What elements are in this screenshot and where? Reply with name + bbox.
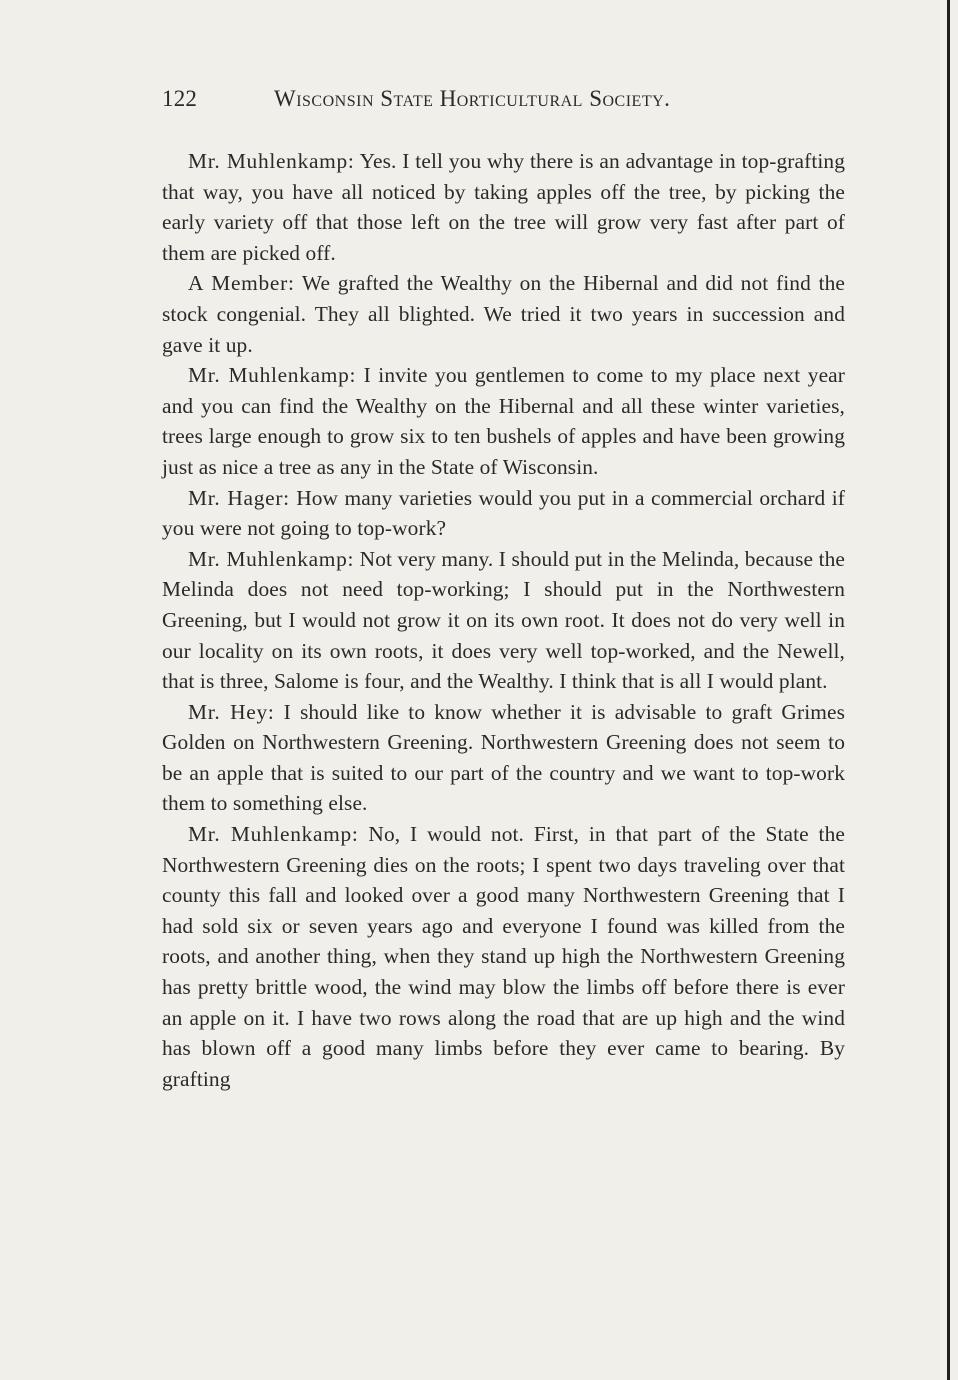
speaker-name: Mr. Muhlenkamp: (188, 363, 357, 388)
paragraph-6 (162, 697, 845, 819)
paragraph-text: No, I would not. First, in that part of the State the Northwestern Greening dies on the roots; I spent two days traveling over that county this fall and looked over a good many Northwestern Greening that I had sold six or seven years ago and everyone I found was killed from the roots, and another thing, when they stand up high the Northwestern Greening has pretty brittle wood, the wind may blow the limbs off before there is ever an apple on it. I have two rows along the road that are up high and the wind has blown off a good many limbs before they ever came to bearing. By grafting (162, 822, 845, 1091)
paragraph-7 (162, 819, 845, 1094)
speaker-name: Mr. Muhlenkamp: (188, 822, 359, 847)
speaker-name: A Member: (188, 271, 295, 296)
speaker-name: Mr. Muhlenkamp: (188, 546, 355, 571)
page-number: 122 (162, 86, 198, 111)
paragraph-text: Yes. I tell you why there is an advantage in top-grafting that way, you have all noticed by taking apples off the tree, by picking the early variety off that those left on the tree will grow very fast after part of them are picked off. (162, 149, 846, 265)
paragraph-text: I invite you gentlemen to come to my place next year and you can find the Wealthy on the Hibernal and all these winter varieties, trees large enough to grow six to ten bushels of apples and have been growing just as nice a tree as any in the State of Wisconsin. (162, 363, 845, 479)
paragraph-text: Not very many. I should put in the Melinda, because the Melinda does not need top-working; I should put in the Northwestern Greening, but I would not grow it on its own root. It does not do very well in our locality on its own roots, it does very well top-worked, and the Newell, that is three, Salome is four, and the Wealthy. I think that is all I would plant. (162, 546, 846, 694)
page-edge-shadow (947, 0, 950, 1380)
paragraph-2 (162, 268, 845, 360)
paragraph-text: How many varieties would you put in a commercial orchard if you were not going to top-work? (162, 485, 846, 541)
paragraph-text: We grafted the Wealthy on the Hibernal and did not find the stock congenial. They all blighted. We tried it two years in succession and gave it up. (162, 271, 846, 357)
page-body (162, 146, 845, 1094)
book-page (162, 80, 845, 1094)
speaker-name: Mr. Muhlenkamp: (188, 149, 355, 173)
paragraph-text: I should like to know whether it is advisable to graft Grimes Golden on Northwestern Greening. Northwestern Greening does not seem to be an apple that is suited to our part of the country and we want to top-work them to something else. (162, 699, 845, 816)
speaker-name: Mr. Hey: (188, 699, 275, 724)
paragraph-3 (162, 360, 845, 482)
running-title: Wisconsin State Horticultural Society. (274, 86, 671, 111)
paragraph-4 (162, 483, 845, 544)
speaker-name: Mr. Hager: (188, 485, 290, 510)
page-header (162, 80, 845, 120)
paragraph-5 (162, 544, 845, 697)
paragraph-1 (162, 146, 845, 268)
